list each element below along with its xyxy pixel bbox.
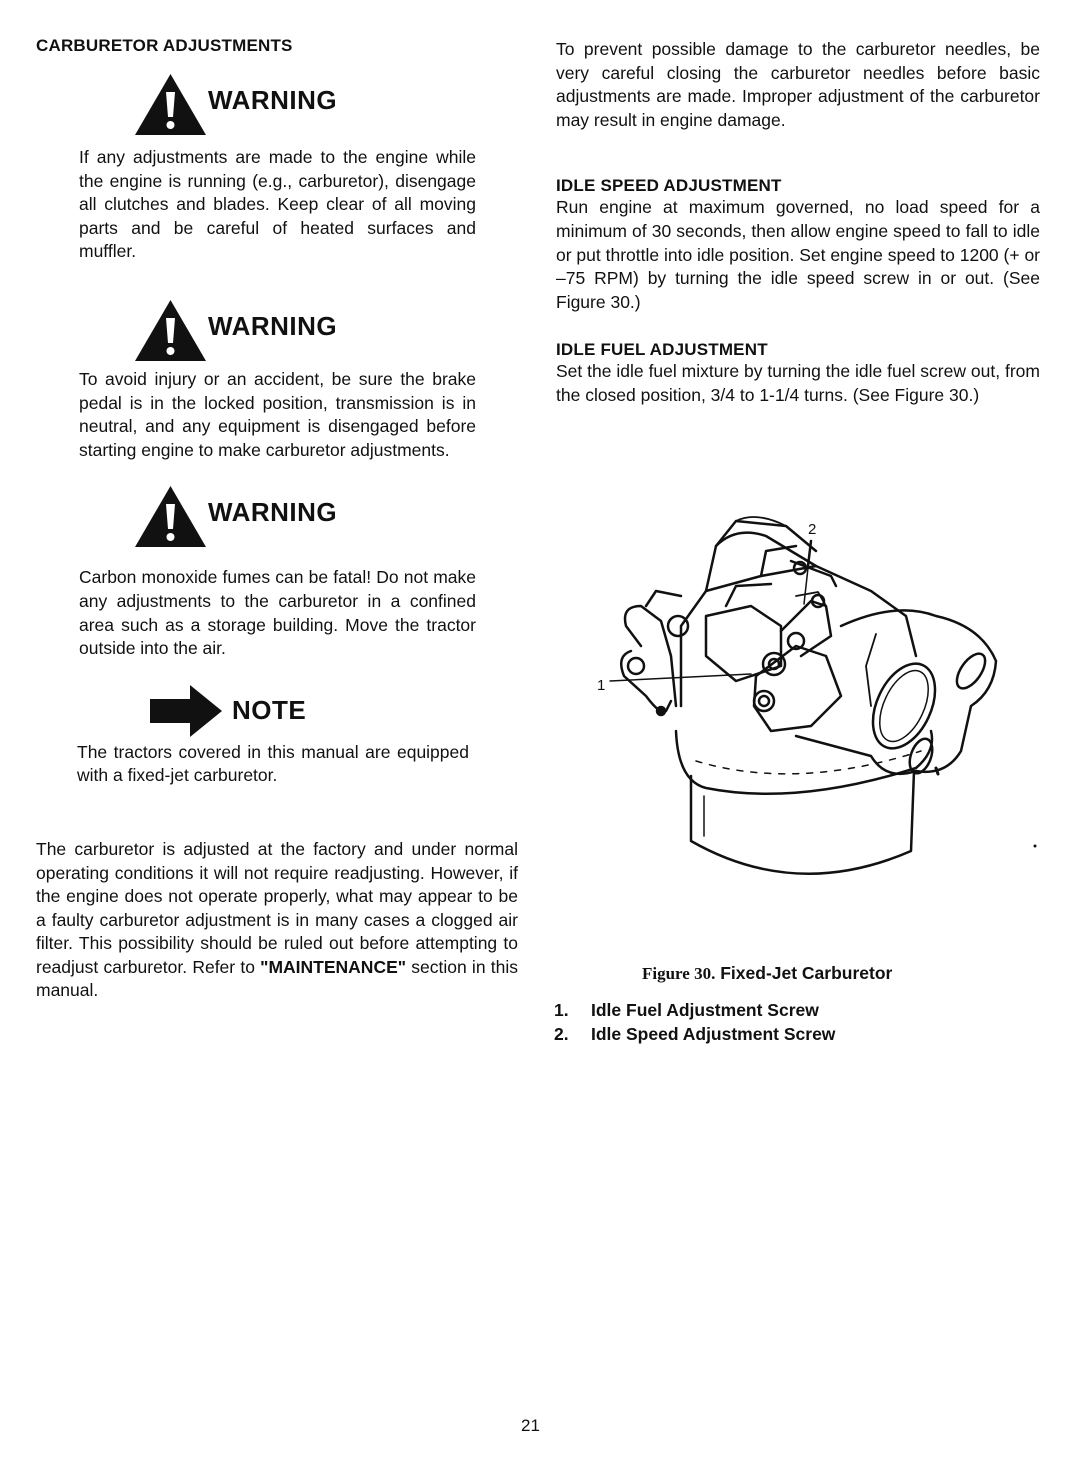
figure-legend — [554, 998, 835, 1046]
maintenance-reference: "MAINTENANCE" — [260, 956, 407, 977]
figure-number: Figure 30. — [642, 964, 716, 983]
idle-speed-title: IDLE SPEED ADJUSTMENT — [556, 176, 782, 196]
legend-number: 1. — [554, 1000, 569, 1020]
left-column — [36, 36, 518, 1003]
callout-2: 2 — [808, 521, 817, 538]
idle-speed-text: Run engine at maximum governed, no load speed for a minimum of 30 seconds, then allow engine speed to fall to idle or put throttle into idle position. Set engine speed to 1200 (+ or –75 RPM) by turning the idle speed screw in or out. (See Figure 30.) — [556, 197, 1041, 312]
intro-paragraph: To prevent possible damage to the carburetor needles, be very careful closing the carburetor needles before basic adjustments are made. Improper adjustment of the carburetor may result in engine damage. — [556, 39, 1040, 130]
warning-label: WARNING — [208, 85, 338, 115]
figure-title: Fixed-Jet Carburetor — [720, 963, 893, 983]
warning-text-2: To avoid injury or an accident, be sure the brake pedal is in the locked position, transmission is in neutral, and any equipment is disengaged before starting engine to make carburetor adjustments. — [79, 368, 476, 460]
warning-label: WARNING — [208, 497, 338, 528]
warning-label: WARNING — [208, 310, 338, 341]
warning-text-1: If any adjustments are made to the engine while the engine is running (e.g., carburetor), disengage all clutches and blades. Keep clear of all moving parts and be careful of heated surfaces and muffler. — [79, 147, 476, 262]
warning-header-3 — [36, 484, 518, 556]
figure-caption — [642, 963, 892, 984]
carburetor-illustration — [586, 506, 1046, 906]
legend-number: 2. — [554, 1024, 569, 1044]
legend-item — [554, 998, 835, 1022]
warning-triangle-icon — [133, 298, 208, 363]
legend-text: Idle Speed Adjustment Screw — [591, 1024, 836, 1044]
idle-fuel-text: Set the idle fuel mixture by turning the idle fuel screw out, from the closed position, 3/4 to 1-1/4 turns. (See Figure 30.) — [556, 361, 1040, 405]
callout-1: 1 — [597, 677, 606, 694]
note-header — [36, 685, 518, 741]
right-column — [556, 38, 1040, 408]
note-label: NOTE — [232, 694, 307, 725]
idle-fuel-title: IDLE FUEL ADJUSTMENT — [556, 340, 768, 360]
body-text-end: section in this manual. — [36, 956, 518, 1001]
body-paragraph — [36, 838, 518, 1003]
warning-triangle-icon — [133, 484, 208, 549]
legend-text: Idle Fuel Adjustment Screw — [591, 1000, 819, 1020]
body-text: The carburetor is adjusted at the factory and under normal operating conditions it will not require readjusting. However, if the engine does not operate properly, what may appear to be a faulty carburetor adjustment is in many cases a clogged air filter. This possibility should be ruled out before attempting to readjust carburetor. Refer to — [36, 838, 518, 977]
figure-30-carburetor — [586, 506, 1046, 906]
section-title: CARBURETOR ADJUSTMENTS — [36, 36, 293, 55]
note-text: The tractors covered in this manual are equipped with a fixed-jet carburetor. — [77, 741, 469, 786]
page-number: 21 — [521, 1416, 540, 1435]
warning-header-1 — [36, 72, 518, 144]
warning-header-2 — [36, 298, 518, 370]
warning-text-3: Carbon monoxide fumes can be fatal! Do not make any adjustments to the carburetor in a confined area such as a storage building. Move the tractor outside into the air. — [79, 567, 476, 659]
note-arrow-icon — [150, 685, 222, 737]
legend-item — [554, 1022, 835, 1046]
warning-triangle-icon — [133, 72, 208, 137]
